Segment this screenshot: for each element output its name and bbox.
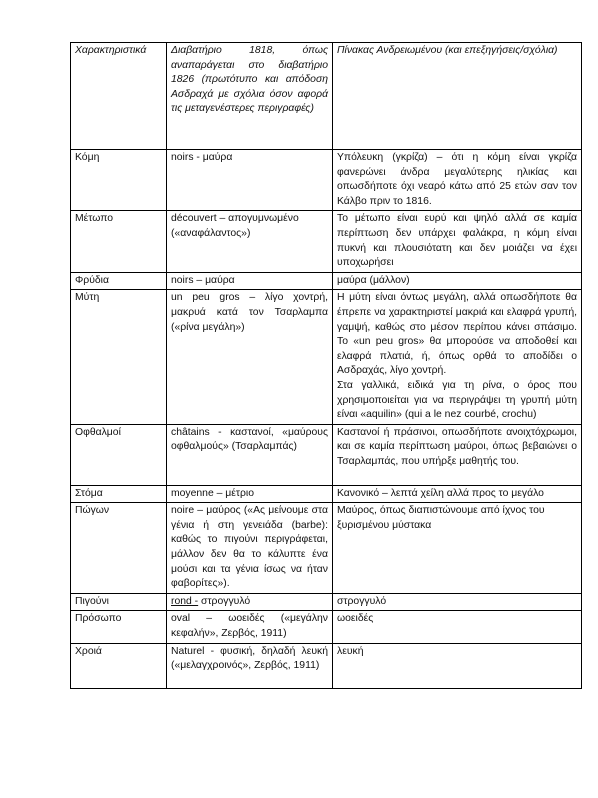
painting-cell: Μαύρος, όπως διαπιστώνουμε από ίχνος του ξυρισμένου μύστακα bbox=[333, 503, 582, 594]
painting-paragraph: Η μύτη είναι όντως μεγάλη, αλλά οπωσδήποτε θα έπρεπε να χαρακτηριστεί μακριά και ελαφρά γρυπή, γαμψή, καθώς στο μέσον περίπου κάνει σπάσιμο. Το «un peu gros» θα μπορούσε να αποδοθεί και ελαφρά πλατιά, ή, όπως ορθά το αποδίδει ο Ασδραχάς, λίγο χοντρή. bbox=[337, 292, 577, 377]
painting-cell bbox=[333, 290, 582, 424]
feature-cell: Μύτη bbox=[71, 290, 167, 424]
passport-cell: moyenne – μέτριο bbox=[167, 485, 333, 503]
table-header-row bbox=[71, 43, 582, 150]
table-row bbox=[71, 643, 582, 688]
table-row bbox=[71, 503, 582, 594]
table-row bbox=[71, 611, 582, 643]
passport-cell: châtains - καστανοί, «μαύρους οφθαλμούς» (Τσαρλαμπάς) bbox=[167, 424, 333, 485]
passport-cell: noire – μαύρος («Ας μείνουμε στα γένια ή στη γενειάδα (barbe): καθώς το πιγούνι περιγράφεται, μάλλον δεν θα το κάλυπτε ένα μούσι και τα γένια ίσως να ήταν φαβορίτες»). bbox=[167, 503, 333, 594]
passport-cell: Naturel - φυσική, δηλαδή λευκή («μελαγχροινός», Ζερβός, 1911) bbox=[167, 643, 333, 688]
painting-cell: Κανονικό – λεπτά χείλη αλλά προς το μεγάλο bbox=[333, 485, 582, 503]
table-row bbox=[71, 272, 582, 290]
table-row bbox=[71, 593, 582, 611]
feature-cell: Κόμη bbox=[71, 150, 167, 211]
passport-cell: découvert – απογυμνωμένο («αναφάλαντος») bbox=[167, 211, 333, 272]
feature-cell: Μέτωπο bbox=[71, 211, 167, 272]
comparison-table bbox=[70, 42, 582, 689]
passport-underlined-term: rond - bbox=[171, 595, 199, 607]
header-cell-features: Χαρακτηριστικά bbox=[71, 43, 167, 150]
feature-cell: Πιγούνι bbox=[71, 593, 167, 611]
feature-cell: Φρύδια bbox=[71, 272, 167, 290]
passport-cell: un peu gros – λίγο χοντρή, μακρυά κατά τον Τσαρλαμπα («ρίνα μεγάλη») bbox=[167, 290, 333, 424]
painting-cell: Το μέτωπο είναι ευρύ και ψηλό αλλά σε καμία περίπτωση δεν υπάρχει φαλάκρα, η κόμη είναι πυκνή και πλουσιότατη και δεν μοιάζει να έχει υποχωρήσει bbox=[333, 211, 582, 272]
passport-cell: noirs – μαύρα bbox=[167, 272, 333, 290]
header-cell-painting: Πίνακας Ανδρειωμένου (και επεξηγήσεις/σχόλια) bbox=[333, 43, 582, 150]
table-row bbox=[71, 211, 582, 272]
feature-cell: Οφθαλμοί bbox=[71, 424, 167, 485]
passport-translation: στρογγυλό bbox=[198, 595, 251, 607]
painting-cell: λευκή bbox=[333, 643, 582, 688]
painting-paragraph: Στα γαλλικά, ειδικά για τη ρίνα, ο όρος που χρησιμοποιείται για να περιγράψει τη γρυπή μύτη είναι «aquilin» (qui a le nez courbé, crochu) bbox=[337, 379, 577, 421]
painting-cell: Καστανοί ή πράσινοι, οπωσδήποτε ανοιχτόχρωμοι, και σε καμία περίπτωση μαύροι, όπως βεβαιώνει ο Τσαρλαμπάς, που υπήρξε μαθητής του. bbox=[333, 424, 582, 485]
painting-cell: στρογγυλό bbox=[333, 593, 582, 611]
passport-cell: noirs - μαύρα bbox=[167, 150, 333, 211]
header-cell-passport: Διαβατήριο 1818, όπως αναπαράγεται στο διαβατήριο 1826 (πρωτότυπο και απόδοση Ασδραχά με σχόλια όσον αφορά τις μεταγενέστερες περιγραφές) bbox=[167, 43, 333, 150]
feature-cell: Πρόσωπο bbox=[71, 611, 167, 643]
table-row bbox=[71, 290, 582, 424]
feature-cell: Πώγων bbox=[71, 503, 167, 594]
passport-cell: oval – ωοειδές («μεγάλην κεφαλήν», Ζερβός, 1911) bbox=[167, 611, 333, 643]
table-row bbox=[71, 424, 582, 485]
painting-cell: ωοειδές bbox=[333, 611, 582, 643]
passport-cell bbox=[167, 593, 333, 611]
feature-cell: Χροιά bbox=[71, 643, 167, 688]
painting-cell: Υπόλευκη (γκρίζα) – ότι η κόμη είναι γκρίζα φανερώνει άνδρα μεγαλύτερης ηλικίας και οπωσδήποτε όχι νεαρό κάτω από 25 ετών σαν τον Κάλβο πριν το 1816. bbox=[333, 150, 582, 211]
table-row bbox=[71, 485, 582, 503]
feature-cell: Στόμα bbox=[71, 485, 167, 503]
painting-cell: μαύρα (μάλλον) bbox=[333, 272, 582, 290]
table-row bbox=[71, 150, 582, 211]
